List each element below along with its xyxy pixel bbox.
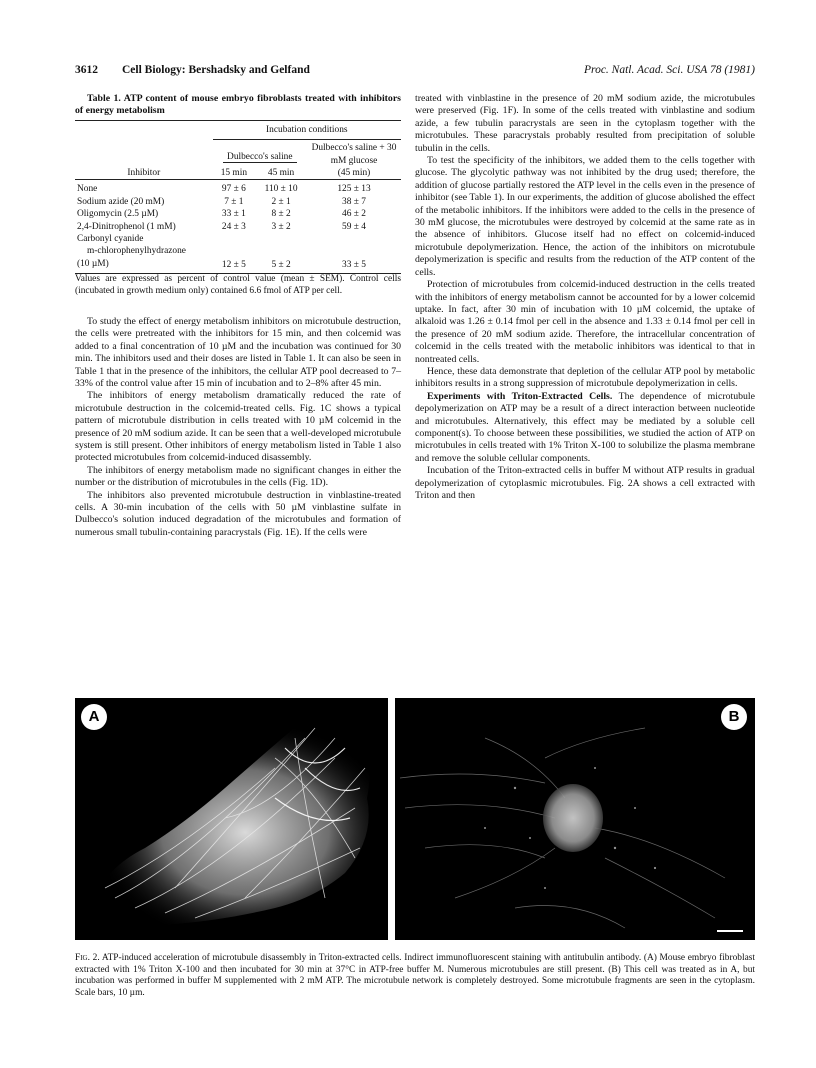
panel-label-a: A [81,704,107,730]
scale-bar [717,930,743,932]
body-paragraph: Hence, these data demonstrate that depletion of the cellular ATP pool by metabolic inhibitors results in a strong suppression of microtubule depolymerization in cells. [415,365,755,390]
running-title: Cell Biology: Bershadsky and Gelfand [122,64,310,76]
body-paragraph: To test the specificity of the inhibitors, we added them to the cells together with glucose. The glycolytic pathway was not inhibited by the drug used; therefore, the addition of glucose partially restored the ATP level in the cells even in the presence of inhibitor (see Table 1). In our experiments, the addition of glucose abolished the effect of the metabolic inhibitors. If the inhibitors were added to the cells in the presence of 30 mM glucose, the microtubules were destroyed by colcemid at the same rate as in the absence of inhibitors. Glucose itself had no effect on colcemid-induced microtubule depolymerization. Hence, the action of the inhibitors on microtubule depolymerization is specific and results from the reduction of the ATP content of the cells. [415,155,755,278]
table-row: 2,4-Dinitrophenol (1 mM) 24 ± 3 3 ± 2 59 ± 4 [77,221,366,232]
section-heading: Experiments with Triton-Extracted Cells. [427,390,613,402]
figure-caption-label: Fig. 2. [75,953,100,963]
figure-2 [75,698,755,940]
journal-citation: Proc. Natl. Acad. Sci. USA 78 (1981) [584,64,755,76]
table-caption: Table 1. ATP content of mouse embryo fibroblasts treated with inhibitors of energy metabolism [75,93,401,117]
table-col-45min: 45 min [267,168,295,179]
running-header [75,64,755,82]
micrograph-b-image [395,698,755,940]
table-footnote: Values are expressed as percent of control value (mean ± SEM). Control cells (incubated in growth medium only) contained 6.6 fmol of ATP per cell. [75,274,401,297]
figure-caption [75,953,755,999]
body-paragraph: Protection of microtubules from colcemid-induced destruction in the cells treated with the inhibitors of energy metabolism cannot be accounted for by a lower colcemid uptake. In fact, after 30 min of incubation with 10 µM colcemid, the uptake of alkaloid was 1.26 ± 0.14 fmol per cell in the absence and 1.33 ± 0.14 fmol per cell in the presence of 20 mM sodium azide. Therefore, the intracellular concentration of colcemid in the cells treated with the metabolic inhibitors was identical to that in nontreated cells. [415,279,755,365]
right-column [415,93,755,502]
body-paragraph: The inhibitors of energy metabolism dramatically reduced the rate of microtubule destruction in the colcemid-treated cells. Fig. 1C shows a typical pattern of microtubule distribution in cells treated with 10 µM colcemid in the presence of 20 mM sodium azide. It can be seen that a well-developed microtubule system is still present. Other inhibitors of energy metabolism listed in Table 1 also protected microtubules from colcemid-induced disassembly. [75,390,401,464]
figure-caption-text: ATP-induced acceleration of microtubule disassembly in Triton-extracted cells. Indirect immunofluorescent staining with antitubulin antibody. (A) Mouse embryo fibroblast extracted with 1% Triton X-100 and then incubated for 30 min at 37°C in ATP-free buffer M. Numerous microtubules are still present. (B) This cell was treated as in A, but incubation was performed in buffer M supplemented with 2 mM ATP. The microtubule network is completely destroyed. Some microtubule fragments are seen in the cytoplasm. Scale bars, 10 µm. [75,953,756,998]
table-subheader-glucose: Dulbecco's saline + 30 mM glucose [311,143,397,166]
micrograph-panel-b [395,698,755,940]
body-paragraph: Experiments with Triton-Extracted Cells. The dependence of microtubule depolymerization on ATP may be a result of a direct interaction between nucleotide and microtubules. Alternatively, this effect may be mediated by a soluble cell component(s). To choose between these possibilities, we studied the action of ATP on microtubules in cells treated with 1% Triton X-100 to solubilize the plasma membrane and remove the soluble cellular components. [415,390,755,464]
body-paragraph: Incubation of the Triton-extracted cells in buffer M without ATP results in gradual depolymerization of cytoplasmic microtubules. Fig. 2A shows a cell extracted with Triton and then [415,465,755,501]
micrograph-panel-a [75,698,388,940]
table-col-inhibitor: Inhibitor [127,168,161,179]
panel-label-b: B [721,704,747,730]
page-number: 3612 [75,64,98,76]
body-paragraph: To study the effect of energy metabolism inhibitors on microtubule destruction, the cells were pretreated with the inhibitors for 15 min, and then colcemid was added to a final concentration of 10 µM and the incubation was continued for 30 min. The inhibitors used and their doses are listed in Table 1. It can also be seen in Table 1 that in the presence of the inhibitors, the cellular ATP pool decreased to 7–33% of the control value after 15 min of incubation and to 2–8% after 45 min. [75,315,401,389]
table-col-glucose: (45 min) [337,168,371,179]
table-col-15min: 15 min [220,168,248,179]
table-row: (10 µM) 12 ± 5 5 ± 2 33 ± 5 [75,258,401,274]
table-row: m-chlorophenylhydrazone [87,246,186,257]
table-row: Sodium azide (20 mM) 7 ± 1 2 ± 1 38 ± 7 [77,196,366,207]
table-row: Oligomycin (2.5 µM) 33 ± 1 8 ± 2 46 ± 2 [77,209,366,220]
atp-content-table [75,120,401,274]
left-column [75,93,401,539]
body-paragraph: treated with vinblastine in the presence of 20 mM sodium azide, the microtubules were preserved (Fig. 1F). In some of the cells treated with vinblastine and sodium azide, a few tubulin paracrystals are seen in the cytoplasm together with the microtubules. These paracrystals probably resulted from precipitation of soluble tubulin in the cells. [415,93,755,154]
table-row: None 97 ± 6 110 ± 10 125 ± 13 [77,184,371,195]
table-row: Carbonyl cyanide [77,234,144,245]
body-paragraph: The inhibitors of energy metabolism made no significant changes in either the number or the distribution of microtubules in the cells (Fig. 1D). [75,464,401,489]
body-paragraph: The inhibitors also prevented microtubule destruction in vinblastine-treated cells. A 30-min incubation of the cells with 50 µM vinblastine sulfate in Dulbecco's solution induced degradation of the microtubules and formation of numerous small tubulin-containing paracrystals (Fig. 1E). If the cells were [75,489,401,538]
micrograph-a-image [75,698,388,940]
table-subheader-saline: Dulbecco's saline [213,140,307,167]
table-group-header: Incubation conditions [213,120,401,139]
